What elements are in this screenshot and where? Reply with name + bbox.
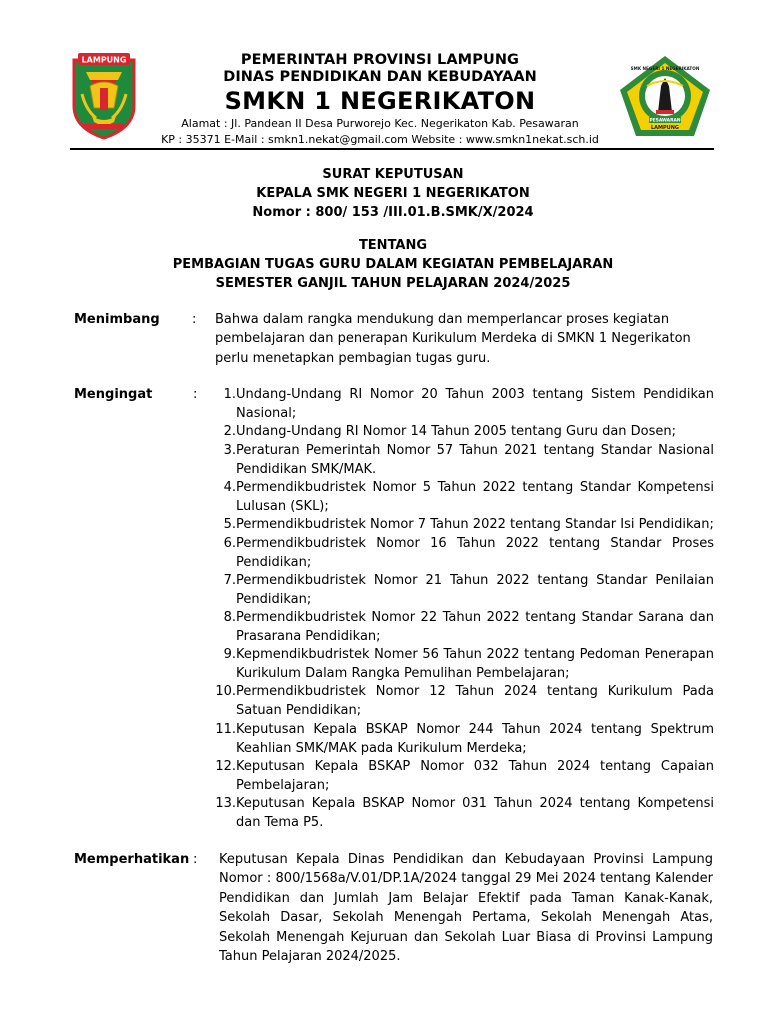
decree-issuer: KEPALA SMK NEGERI 1 NEGERIKATON <box>256 186 530 201</box>
item-text: Keputusan Kepala BSKAP Nomor 244 Tahun 2024 tentang Spektrum Keahlian SMK/MAK pada Kurikulum Merdeka; <box>236 722 714 756</box>
memperhatikan-label: Memperhatikan <box>74 852 190 867</box>
mengingat-item <box>208 795 714 832</box>
emblem-mid-text: PESAWARAN <box>649 118 681 124</box>
mengingat-item <box>208 609 714 646</box>
item-text: Permendikbudristek Nomor 21 Tahun 2022 tentang Standar Penilaian Pendidikan; <box>236 573 714 607</box>
mengingat-item <box>208 386 714 423</box>
item-number: 8. <box>223 610 236 625</box>
mengingat-item <box>208 758 714 795</box>
item-text: Permendikbudristek Nomor 7 Tahun 2022 tentang Standar Isi Pendidikan; <box>236 517 714 532</box>
item-text: Keputusan Kepala BSKAP Nomor 032 Tahun 2024 tentang Capaian Pembelajaran; <box>236 759 714 793</box>
letterhead-divider <box>70 148 714 150</box>
mengingat-label: Mengingat <box>74 387 153 402</box>
memperhatikan-text: Keputusan Kepala Dinas Pendidikan dan Kebudayaan Provinsi Lampung Nomor : 800/1568a/V.01/DP.1A/2024 tanggal 29 Mei 2024 tentang Kalender Pendidikan dan Jumlah Jam Belajar Efektif pada Taman Kanak-Kanak, Sekolah Dasar, Sekolah Menengah Pertama, Sekolah Menengah Atas, Sekolah Menengah Kejuruan dan Sekolah Luar Biasa di Provinsi Lampung Tahun Pelajaran 2024/2025. <box>219 852 713 965</box>
item-number: 6. <box>223 536 236 551</box>
item-number: 4. <box>223 480 236 495</box>
mengingat-item <box>208 721 714 758</box>
header-school-name: SMKN 1 NEGERIKATON <box>224 87 536 115</box>
mengingat-colon: : <box>193 387 198 402</box>
item-text: Permendikbudristek Nomor 12 Tahun 2024 tentang Kurikulum Pada Satuan Pendidikan; <box>236 684 714 718</box>
decree-tentang: TENTANG <box>358 238 428 253</box>
memperhatikan-colon: : <box>193 852 198 867</box>
item-text: Permendikbudristek Nomor 5 Tahun 2022 tentang Standar Kompetensi Lulusan (SKL); <box>236 480 714 514</box>
header-department: DINAS PENDIDIKAN DAN KEBUDAYAAN <box>223 69 537 85</box>
menimbang-text: Bahwa dalam rangka mendukung dan memperlancar proses kegiatan pembelajaran dan penerapan Kurikulum Merdeka di SMKN 1 Negerikaton perlu menetapkan pembagian tugas guru. <box>215 312 691 366</box>
item-number: 2. <box>223 424 236 439</box>
decree-number: Nomor : 800/ 153 /III.01.B.SMK/X/2024 <box>252 205 534 220</box>
item-text: Kepmendikbudristek Nomer 56 Tahun 2022 tentang Pedoman Penerapan Kurikulum Dalam Rangka Pemulihan Pembelajaran; <box>236 647 714 681</box>
item-number: 3. <box>223 443 236 458</box>
header-government: PEMERINTAH PROVINSI LAMPUNG <box>240 52 520 68</box>
decree-title: SURAT KEPUTUSAN <box>322 167 464 182</box>
item-number: 10. <box>215 684 236 699</box>
item-text: Keputusan Kepala BSKAP Nomor 031 Tahun 2024 tentang Kompetensi dan Tema P5. <box>236 796 714 830</box>
item-number: 5. <box>223 517 236 532</box>
item-number: 11. <box>215 722 236 737</box>
lampung-emblem-icon <box>70 50 138 140</box>
menimbang-label: Menimbang <box>74 312 160 327</box>
mengingat-item <box>208 516 714 535</box>
item-number: 1. <box>223 387 236 402</box>
item-number: 13. <box>215 796 236 811</box>
letterhead <box>0 50 768 150</box>
mengingat-item <box>208 442 714 479</box>
emblem-bottom-text: LAMPUNG <box>650 125 680 131</box>
item-text: Undang-Undang RI Nomor 14 Tahun 2005 tentang Guru dan Dosen; <box>236 424 677 439</box>
decree-subject-line2: SEMESTER GANJIL TAHUN PELAJARAN 2024/2025 <box>215 276 571 291</box>
item-text: Permendikbudristek Nomor 16 Tahun 2022 tentang Standar Proses Pendidikan; <box>236 536 714 570</box>
item-number: 9. <box>223 647 236 662</box>
emblem-top-text: SMK NEGERI 1 NEGERIKATON <box>630 66 700 71</box>
header-address: Alamat : Jl. Pandean II Desa Purworejo Kec. Negerikaton Kab. Pesawaran <box>181 117 579 130</box>
item-text: Peraturan Pemerintah Nomor 57 Tahun 2021 tentang Standar Nasional Pendidikan SMK/MAK. <box>236 443 714 477</box>
decree-subject-line1: PEMBAGIAN TUGAS GURU DALAM KEGIATAN PEMBELAJARAN <box>172 257 614 272</box>
mengingat-item <box>208 683 714 720</box>
school-emblem-icon <box>616 54 714 138</box>
menimbang-colon: : <box>192 312 197 327</box>
item-number: 7. <box>223 573 236 588</box>
item-text: Permendikbudristek Nomor 22 Tahun 2022 tentang Standar Sarana dan Prasarana Pendidikan; <box>236 610 714 644</box>
item-number: 12. <box>215 759 236 774</box>
mengingat-item <box>208 535 714 572</box>
mengingat-item <box>208 572 714 609</box>
mengingat-item <box>208 423 714 442</box>
mengingat-item <box>208 479 714 516</box>
emblem-label: LAMPUNG <box>81 55 127 65</box>
item-text: Undang-Undang RI Nomor 20 Tahun 2003 tentang Sistem Pendidikan Nasional; <box>236 387 714 421</box>
mengingat-item <box>208 646 714 683</box>
header-contact: KP : 35371 E-Mail : smkn1.nekat@gmail.com Website : www.smkn1nekat.sch.id <box>161 133 599 146</box>
